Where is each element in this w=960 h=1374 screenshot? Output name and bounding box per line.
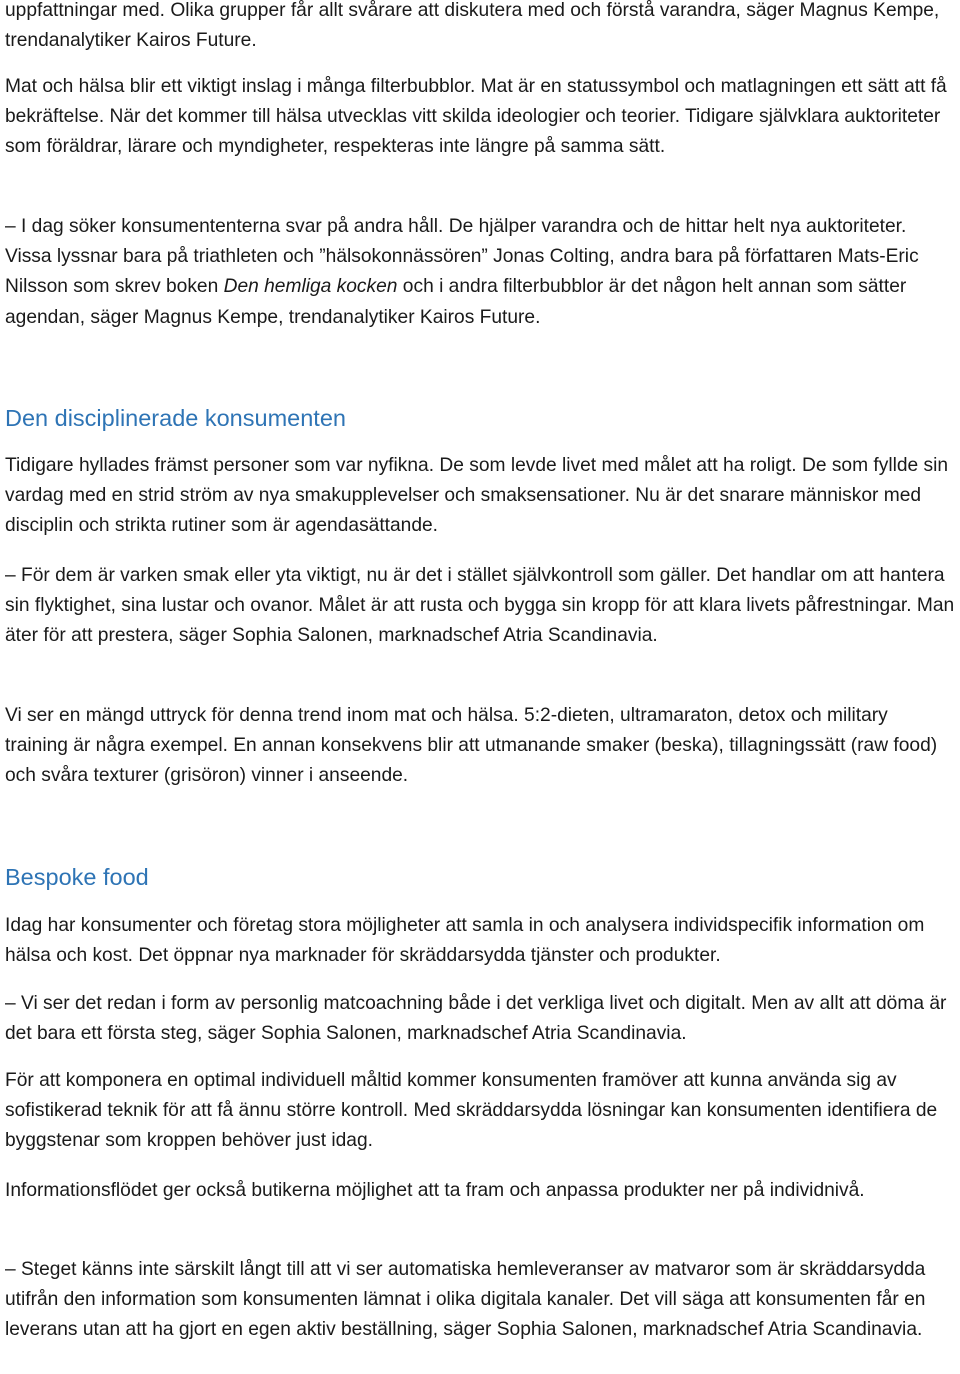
paragraph: – Steget känns inte särskilt långt till att vi ser automatiska hemleveranser av matvaror som är skräddarsydda utifrån den information som konsumenten lämnat i olika digitala kanaler. Det vill säga att konsumenten får en leverans utan att ha gjort en egen aktiv beställning, säger Sophia Salonen, marknadschef Atria Scandinavia. xyxy=(5,1259,926,1341)
paragraph: Informationsflödet ger också butikerna möjlighet att ta fram och anpassa produkter ner på individnivå. xyxy=(5,1180,865,1201)
section-heading: Bespoke food xyxy=(5,864,149,890)
paragraph: För att komponera en optimal individuell måltid kommer konsumenten framöver att kunna använda sig av sofistikerad teknik för att få ännu större kontroll. Med skräddarsydda lösningar kan konsumenten identifiera de byggstenar som kroppen behöver just idag. xyxy=(5,1070,938,1152)
paragraph-text: – I dag söker konsumententerna svar på andra håll. De hjälper varandra och de hittar helt nya auktoriteter. Vissa lyssnar bara på triathleten och ”hälsokonnässören” Jonas Colting, andra bara på författaren Mats-Eric Nilsson som skrev boken xyxy=(5,216,919,298)
paragraph: Idag har konsumenter och företag stora möjligheter att samla in och analysera individspecifik information om hälsa och kost. Det öppnar nya marknader för skräddarsydda tjänster och produkter. xyxy=(5,915,925,967)
paragraph: Vi ser en mängd uttryck för denna trend inom mat och hälsa. 5:2-dieten, ultramaraton, detox och military training är några exempel. En annan konsekvens blir att utmanande smaker (beska), tillagningssätt (raw food) och svåra texturer (grisöron) vinner i anseende. xyxy=(5,705,938,787)
paragraph-text: och i andra filterbubblor är det någon helt annan som sätter agendan, säger Magnus Kempe, trendanalytiker Kairos Future. xyxy=(5,276,907,328)
paragraph: Tidigare hyllades främst personer som var nyfikna. De som levde livet med målet att ha roligt. De som fyllde sin vardag med en strid ström av nya smakupplevelser och smaksensationer. Nu är det snarare människor med disciplin och strikta rutiner som är agendasättande. xyxy=(5,455,949,537)
book-title: Den hemliga kocken xyxy=(223,276,398,298)
paragraph: uppfattningar med. Olika grupper får allt svårare att diskutera med och förstå varandra, säger Magnus Kempe, trendanalytiker Kairos Future. xyxy=(5,0,940,52)
paragraph xyxy=(5,212,955,333)
paragraph: – För dem är varken smak eller yta viktigt, nu är det i stället självkontroll som gäller. Det handlar om att hantera sin flyktighet, sina lustar och ovanor. Målet är att rusta och bygga sin kropp för att klara livets påfrestningar. Man äter för att prestera, säger Sophia Salonen, marknadschef Atria Scandinavia. xyxy=(5,565,955,647)
section-heading: Den disciplinerade konsumenten xyxy=(5,405,346,431)
paragraph: Mat och hälsa blir ett viktigt inslag i många filterbubblor. Mat är en statussymbol och matlagningen ett sätt att få bekräftelse. När det kommer till hälsa utvecklas vitt skilda ideologier och teorier. Tidigare självklara auktoriteter som föräldrar, lärare och myndigheter, respekteras inte längre på samma sätt. xyxy=(5,76,947,158)
paragraph: – Vi ser det redan i form av personlig matcoachning både i det verkliga livet och digitalt. Men av allt att döma är det bara ett första steg, säger Sophia Salonen, marknadschef Atria Scandinavia. xyxy=(5,993,947,1045)
